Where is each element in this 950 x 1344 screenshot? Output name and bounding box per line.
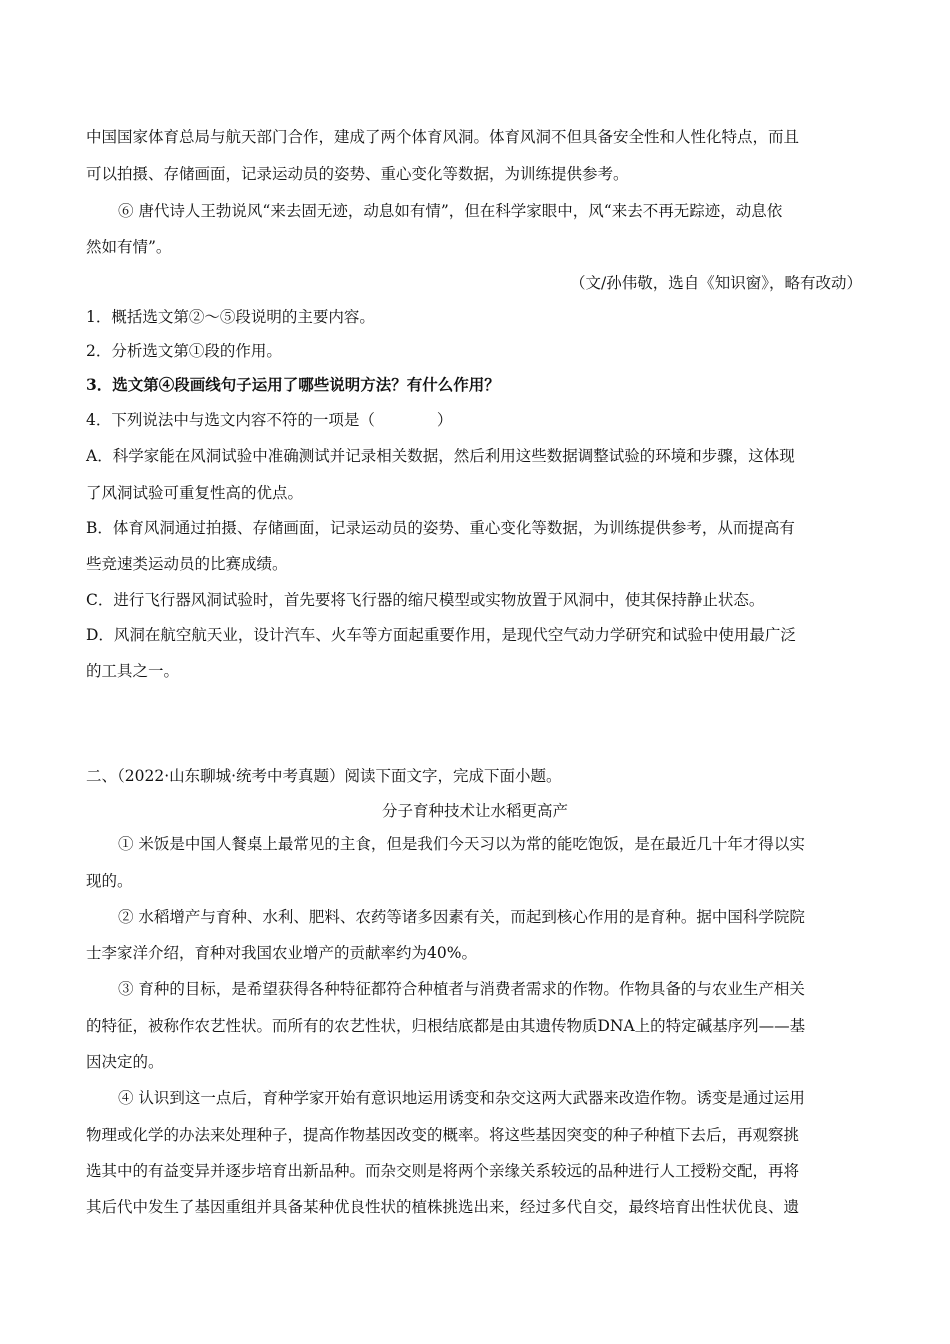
article-p1-line2: 现的。	[86, 872, 133, 890]
option-a-line2: 了风洞试验可重复性高的优点。	[86, 484, 304, 502]
option-d-line2: 的工具之一。	[86, 662, 180, 680]
option-c: C．进行飞行器风洞试验时，首先要将飞行器的缩尺模型或实物放置于风洞中，使其保持静止状态。	[86, 591, 765, 609]
passage1-p6-line1: ⑥ 唐代诗人王勃说风“来去固无迹，动息如有情”，但在科学家眼中，风“来去不再无踪迹，动息依	[118, 202, 783, 220]
article-p1-line1: ① 米饭是中国人餐桌上最常见的主食，但是我们今天习以为常的能吃饱饭，是在最近几十年才得以实	[118, 835, 805, 853]
article-p3-line2: 的特征，被称作农艺性状。而所有的农艺性状，归根结底都是由其遗传物质DNA上的特定碱基序列——基	[86, 1017, 806, 1035]
article-p4-line1: ④ 认识到这一点后，育种学家开始有意识地运用诱变和杂交这两大武器来改造作物。诱变是通过运用	[118, 1089, 805, 1107]
question-3: 3．选文第④段画线句子运用了哪些说明方法？有什么作用？	[86, 375, 500, 394]
article-p2-line2: 士李家洋介绍，育种对我国农业增产的贡献率约为40%。	[86, 944, 477, 962]
article-p4-line2: 物理或化学的办法来处理种子，提高作物基因改变的概率。将这些基因突变的种子种植下去后，再观察挑	[86, 1126, 800, 1144]
passage1-p5-line1: 中国国家体育总局与航天部门合作，建成了两个体育风洞。体育风洞不但具备安全性和人性化特点，而且	[86, 128, 800, 146]
section2-header: 二、（2022·山东聊城·统考中考真题）阅读下面文字，完成下面小题。	[86, 767, 562, 785]
article-p4-line4: 其后代中发生了基因重组并具备某种优良性状的植株挑选出来，经过多代自交，最终培育出性状优良、遗	[86, 1198, 800, 1216]
article-p4-line3: 选其中的有益变异并逐步培育出新品种。而杂交则是将两个亲缘关系较远的品种进行人工授粉交配，再将	[86, 1162, 800, 1180]
article-p3-line1: ③ 育种的目标，是希望获得各种特征都符合种植者与消费者需求的作物。作物具备的与农业生产相关	[118, 980, 805, 998]
article-title: 分子育种技术让水稻更高产	[381, 802, 568, 820]
article-p2-line1: ② 水稻增产与育种、水利、肥料、农药等诸多因素有关，而起到核心作用的是育种。据中国科学院院	[118, 908, 805, 926]
passage1-p6-line2: 然如有情”。	[86, 238, 172, 256]
option-d-line1: D．风洞在航空航天业，设计汽车、火车等方面起重要作用，是现代空气动力学研究和试验中使用最广泛	[86, 626, 796, 644]
passage1-p5-line2: 可以拍摄、存储画面，记录运动员的姿势、重心变化等数据，为训练提供参考。	[86, 165, 629, 183]
article-p3-line3: 因决定的。	[86, 1053, 164, 1071]
option-b-line2: 些竞速类运动员的比赛成绩。	[86, 555, 288, 573]
option-b-line1: B．体育风洞通过拍摄、存储画面，记录运动员的姿势、重心变化等数据，为训练提供参考，从而提高有	[86, 519, 795, 537]
question-4: 4．下列说法中与选文内容不符的一项是（ ）	[86, 411, 453, 429]
option-a-line1: A．科学家能在风洞试验中准确测试并记录相关数据，然后利用这些数据调整试验的环境和步骤，这体现	[86, 447, 795, 465]
question-2: 2．分析选文第①段的作用。	[86, 342, 282, 360]
passage1-source: （文/孙伟敬，选自《知识窗》，略有改动）	[570, 274, 862, 292]
question-1: 1．概括选文第②～⑤段说明的主要内容。	[86, 308, 375, 326]
